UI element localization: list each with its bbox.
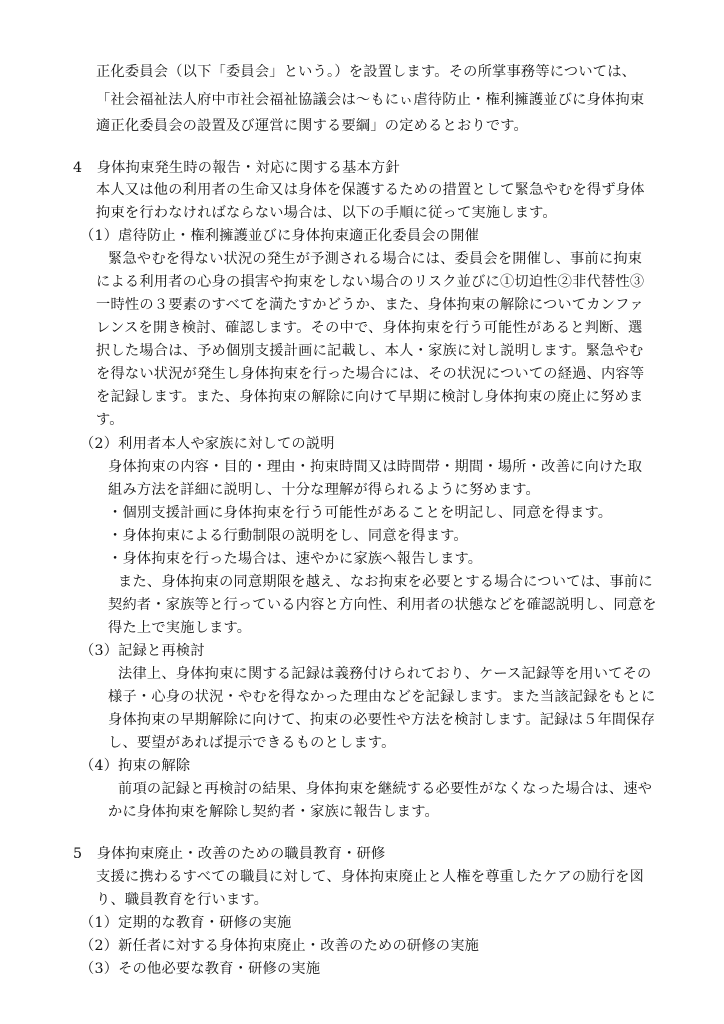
section-4-body-line: 拘束を行わなければならない場合は、以下の手順に従って実施します。 — [96, 205, 557, 221]
subsection-2-bullet: ・身体拘束を行った場合は、速やかに家族へ報告します。 — [108, 551, 483, 567]
subsection-1-line: を記録します。また、身体拘束の解除に向けて早期に検討し身体拘束の廃止に努めま — [96, 389, 644, 405]
section-5-item: （1）定期的な教育・研修の実施 — [80, 915, 292, 931]
subsection-3-line: 様子・心身の状況・やむを得なかった理由などを記録します。また当該記録をもとに — [108, 689, 656, 705]
subsection-1-line: 一時性の３要素のすべてを満たすかどうか、また、身体拘束の解除についてカンファ — [96, 297, 644, 313]
section-4-heading: 4 身体拘束発生時の報告・対応に関する基本方針 — [73, 160, 400, 176]
subsection-1-line: 択した場合は、予め個別支援計画に記載し、本人・家族に対し説明します。緊急やむ — [96, 343, 644, 359]
intro-line: 正化委員会（以下「委員会」という。）を設置します。その所掌事務等については、 — [96, 64, 637, 80]
subsection-3-line: 身体拘束の早期解除に向けて、拘束の必要性や方法を検討します。記録は５年間保存 — [108, 712, 656, 728]
section-5-body-line: 支援に携わるすべての職員に対して、身体拘束廃止と人権を尊重したケアの励行を図 — [96, 869, 645, 885]
subsection-1-line: 緊急やむを得ない状況の発生が予測される場合には、委員会を開催し、事前に拘束 — [108, 251, 643, 267]
section-5-item: （2）新任者に対する身体拘束廃止・改善のための研修の実施 — [80, 938, 480, 954]
subsection-2-heading: （2）利用者本人や家族に対しての説明 — [80, 436, 335, 452]
subsection-2-line: また、身体拘束の同意期限を越え、なお拘束を必要とする場合については、事前に — [118, 574, 653, 590]
section-5-heading: 5 身体拘束廃止・改善のための職員教育・研修 — [73, 846, 386, 862]
subsection-2-bullet: ・身体拘束による行動制限の説明をし、同意を得ます。 — [108, 528, 468, 544]
subsection-4-heading: （4）拘束の解除 — [80, 758, 191, 774]
subsection-2-bullet: ・個別支援計画に身体拘束を行う可能性があることを明記し、同意を得ます。 — [108, 505, 613, 521]
subsection-2-line: 身体拘束の内容・目的・理由・拘束時間又は時間帯・期間・場所・改善に向けた取 — [108, 459, 643, 475]
subsection-4-line: 前項の記録と再検討の結果、身体拘束を継続する必要性がなくなった場合は、速や — [118, 781, 653, 797]
subsection-1-line: レンスを開き検討、確認します。その中で、身体拘束を行う可能性があると判断、選 — [96, 320, 643, 336]
subsection-2-line: 契約者・家族等と行っている内容と方向性、利用者の状態などを確認説明し、同意を — [108, 597, 657, 613]
section-5-body-line: り、職員教育を行います。 — [96, 892, 269, 908]
subsection-1-line: す。 — [96, 412, 124, 428]
subsection-3-line: し、要望があれば提示できるものとします。 — [108, 735, 396, 751]
section-4-body-line: 本人又は他の利用者の生命又は身体を保護するための措置として緊急やむを得ず身体 — [96, 182, 645, 198]
subsection-1-line: を得ない状況が発生し身体拘束を行った場合には、その状況についての経過、内容等 — [96, 366, 645, 382]
subsection-1-heading: （1）虐待防止・権利擁護並びに身体拘束適正化委員会の開催 — [80, 228, 480, 244]
section-5-item: （3）その他必要な教育・研修の実施 — [80, 961, 321, 977]
subsection-1-line: による利用者の心身の損害や拘束をしない場合のリスク並びに①切迫性②非代替性③ — [96, 274, 645, 290]
subsection-3-line: 法律上、身体拘束に関する記録は義務付けられており、ケース記録等を用いてその — [118, 666, 652, 682]
subsection-2-line: 得た上で実施します。 — [108, 620, 252, 636]
intro-line: 「社会福祉法人府中市社会福祉協議会は〜もにぃ虐待防止・権利擁護並びに身体拘束 — [96, 92, 645, 108]
subsection-4-line: かに身体拘束を解除し契約者・家族に報告します。 — [108, 804, 439, 820]
subsection-2-line: 組み方法を詳細に説明し、十分な理解が得られるように努めます。 — [108, 482, 540, 498]
intro-line: 適正化委員会の設置及び運営に関する要綱」の定めるとおりです。 — [96, 118, 528, 134]
subsection-3-heading: （3）記録と再検討 — [80, 643, 205, 659]
